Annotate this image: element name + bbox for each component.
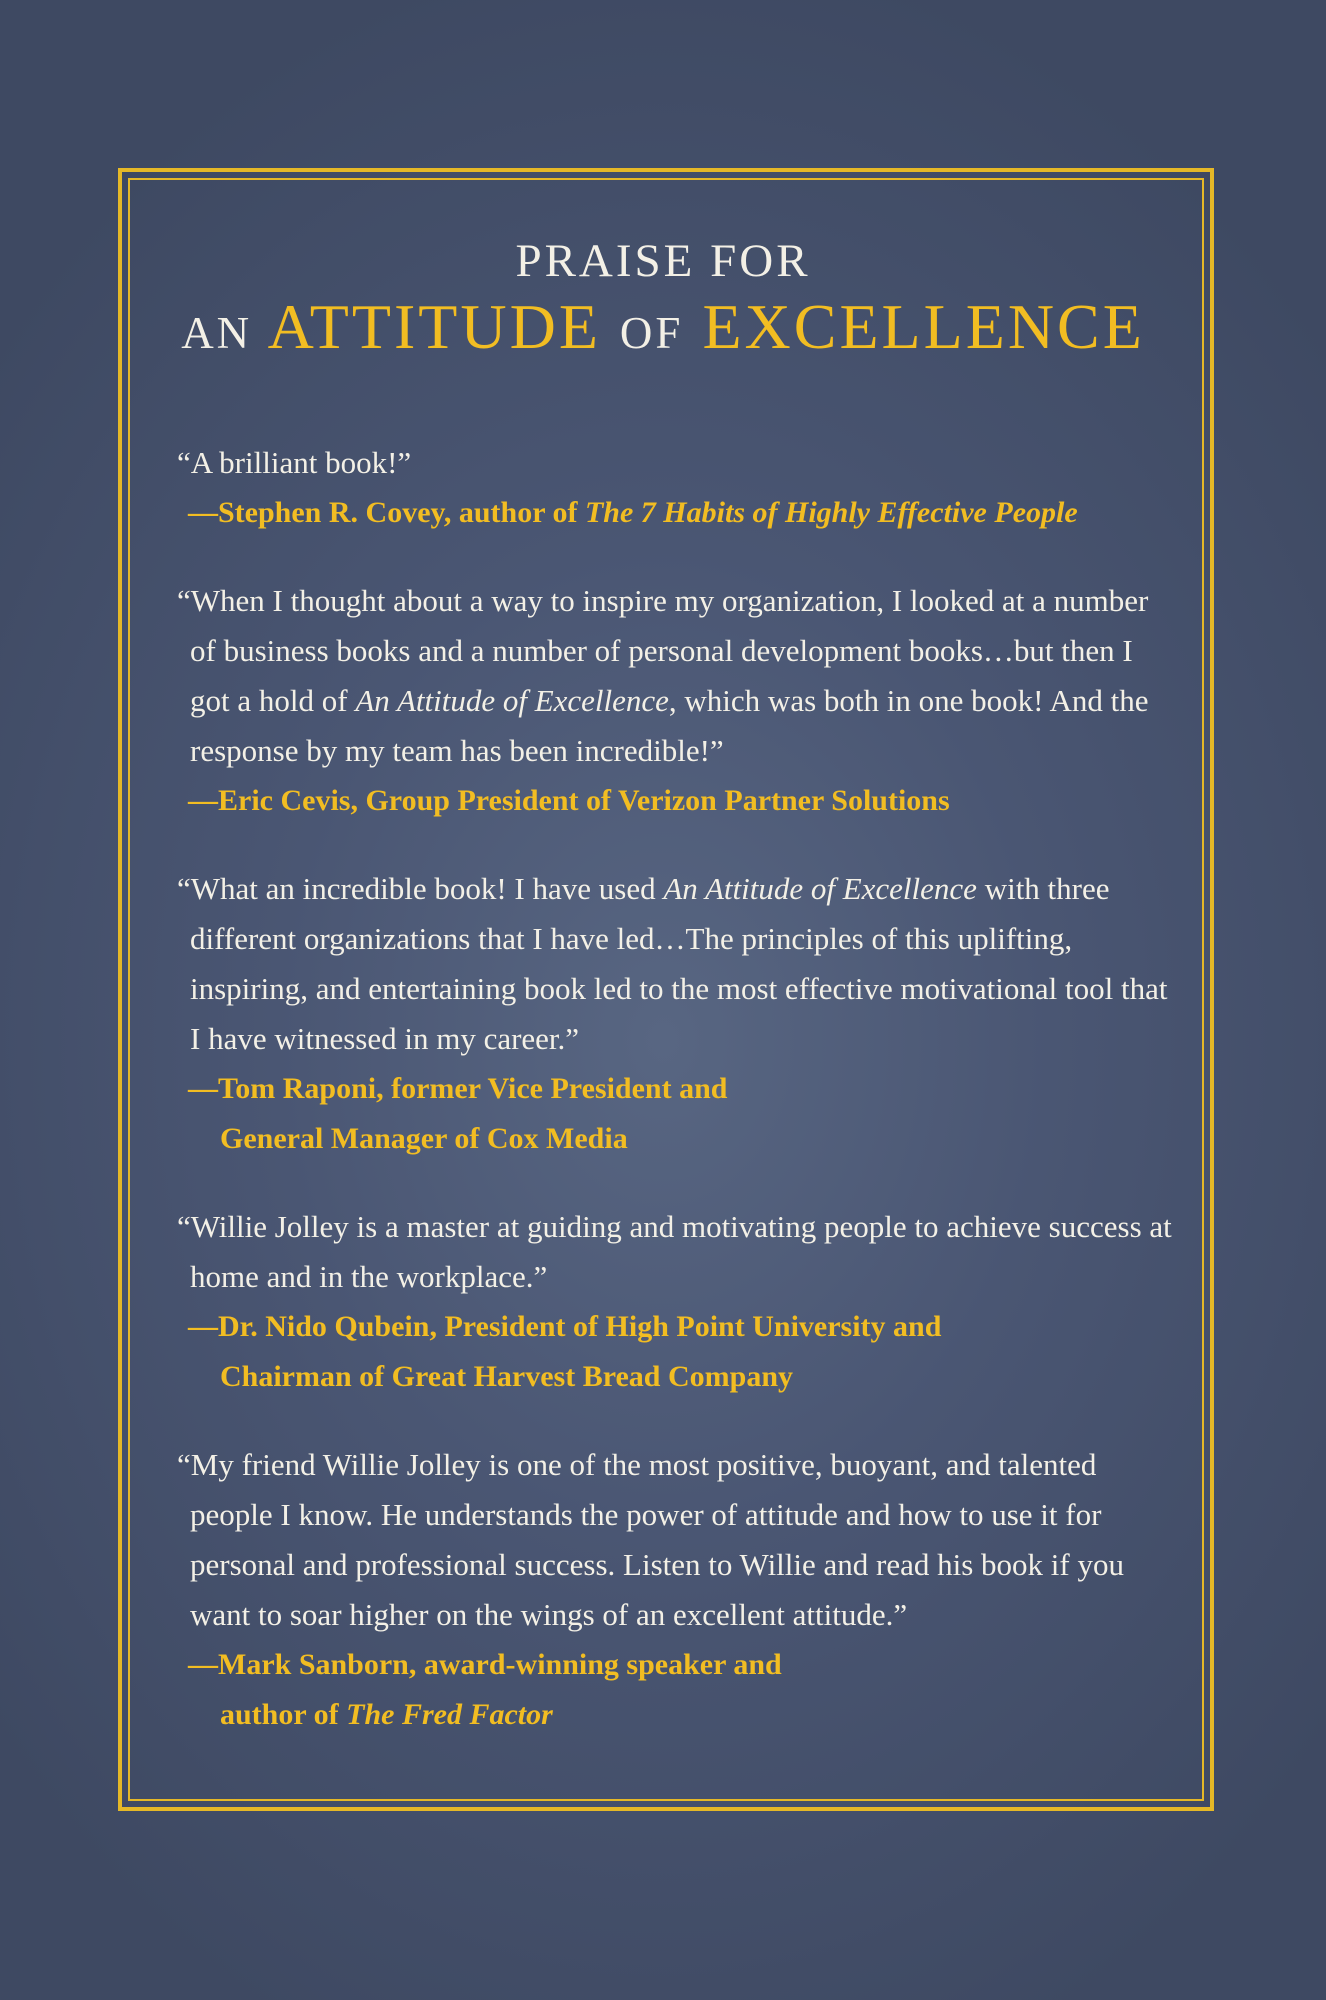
quote-attribution: —Eric Cevis, Group President of Verizon Partner Solutions <box>188 784 950 817</box>
title-word-an: AN <box>181 308 253 358</box>
quote-text: “A brilliant book!” <box>177 445 412 480</box>
quote-text: “My friend Willie Jolley is one of the most positive, buoyant, and talented people I know. He understands the power of attitude and how to use it for personal and professional success. Listen to Willie and read his book if you want to soar higher on the wings of an excellent attitude.” <box>177 1447 1124 1632</box>
quote-text: “When I thought about a way to inspire my organization, I looked at a number of business books and a number of personal development books…but then I got a hold of An Attitude of Excellence, which was both in one book! And the response by my team has been incredible!” <box>177 583 1149 768</box>
quote-attribution: —Stephen R. Covey, author of The 7 Habits of Highly Effective People <box>188 496 1078 529</box>
quote-covey <box>172 438 1172 538</box>
quote-text: “What an incredible book! I have used An Attitude of Excellence with three different organizations that I have led…The principles of this uplifting, inspiring, and entertaining book led to the most effective motivational tool that I have witnessed in my career.” <box>177 871 1168 1056</box>
title-word-of: OF <box>619 308 684 358</box>
quote-attribution: —Dr. Nido Qubein, President of High Point University and Chairman of Great Harvest Bread Company <box>188 1310 942 1393</box>
title-word-attitude: ATTITUDE <box>267 291 601 362</box>
book-title-heading <box>0 290 1326 364</box>
quote-sanborn <box>172 1440 1172 1740</box>
quote-attribution: —Tom Raponi, former Vice President and General Manager of Cox Media <box>188 1072 728 1155</box>
praise-quotes <box>172 438 1172 1740</box>
title-word-excellence: EXCELLENCE <box>702 291 1145 362</box>
quote-text: “Willie Jolley is a master at guiding and motivating people to achieve success at home and in the workplace.” <box>177 1209 1172 1294</box>
quote-raponi <box>172 864 1172 1164</box>
quote-qubein <box>172 1202 1172 1402</box>
quote-cevis <box>172 576 1172 826</box>
heading-praise-for: PRAISE FOR <box>515 235 811 287</box>
quote-attribution: —Mark Sanborn, award-winning speaker and author of The Fred Factor <box>188 1648 782 1731</box>
